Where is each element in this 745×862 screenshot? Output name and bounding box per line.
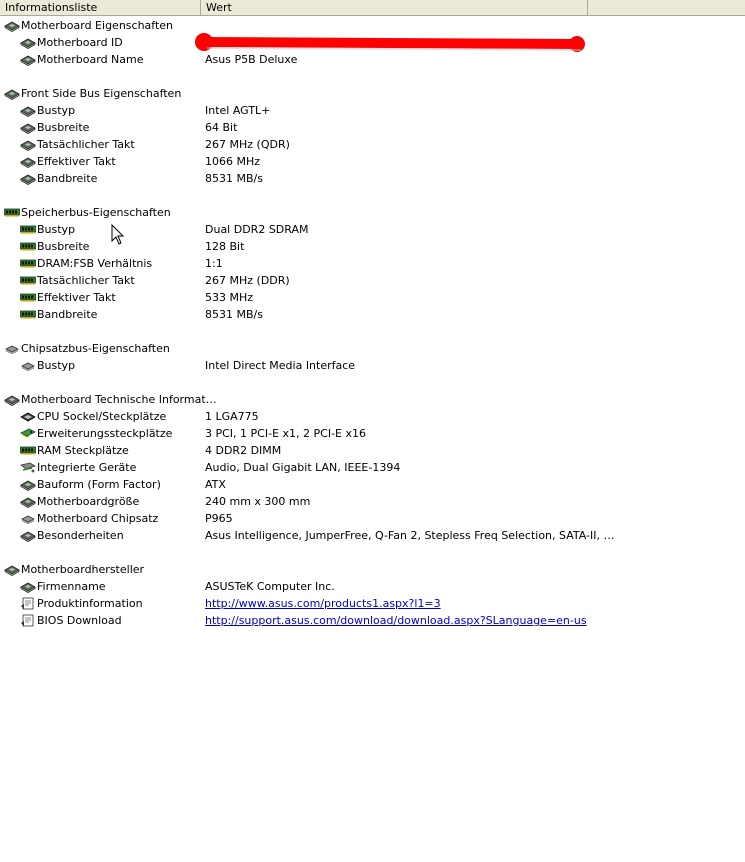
list-item[interactable] xyxy=(0,136,745,153)
item-value: 1 LGA775 xyxy=(205,410,259,423)
motherboard-icon xyxy=(20,53,36,66)
ram-icon xyxy=(20,444,36,457)
group-title: Motherboardhersteller xyxy=(21,563,145,576)
group-header[interactable] xyxy=(0,85,745,102)
list-item[interactable] xyxy=(0,442,745,459)
item-value: 8531 MB/s xyxy=(205,308,263,321)
list-item[interactable] xyxy=(0,306,745,323)
web-page-icon xyxy=(20,597,36,610)
motherboard-icon xyxy=(20,580,36,593)
item-value: Intel Direct Media Interface xyxy=(205,359,356,372)
list-item[interactable] xyxy=(0,170,745,187)
item-value: 128 Bit xyxy=(205,240,245,253)
motherboard-icon xyxy=(20,529,36,542)
item-value: Asus Intelligence, JumperFree, Q-Fan 2, Stepless Freq Selection, SATA-II, … xyxy=(205,529,615,542)
group-title: Motherboard Technische Informat… xyxy=(21,393,217,406)
chip-icon xyxy=(20,359,36,372)
item-label: Tatsächlicher Takt xyxy=(37,138,135,151)
column-header-info[interactable]: Informationsliste xyxy=(0,0,201,16)
list-item[interactable] xyxy=(0,153,745,170)
group-title: Front Side Bus Eigenschaften xyxy=(21,87,182,100)
list-item[interactable] xyxy=(0,408,745,425)
web-page-icon xyxy=(20,614,36,627)
ram-icon xyxy=(20,308,36,321)
list-item[interactable] xyxy=(0,102,745,119)
item-label: CPU Sockel/Steckplätze xyxy=(37,410,167,423)
group-header[interactable] xyxy=(0,391,745,408)
list-item[interactable] xyxy=(0,578,745,595)
item-label: Integrierte Geräte xyxy=(37,461,137,474)
list-item[interactable] xyxy=(0,34,745,51)
item-value: Asus P5B Deluxe xyxy=(205,53,298,66)
item-label: Tatsächlicher Takt xyxy=(37,274,135,287)
group-spacer xyxy=(0,187,745,204)
chip-icon xyxy=(20,512,36,525)
group-spacer xyxy=(0,323,745,340)
list-item[interactable] xyxy=(0,510,745,527)
group-header[interactable] xyxy=(0,17,745,34)
motherboard-icon xyxy=(20,104,36,117)
item-label: Motherboardgröße xyxy=(37,495,140,508)
motherboard-icon xyxy=(20,138,36,151)
info-list xyxy=(0,17,745,629)
group-title: Chipsatzbus-Eigenschaften xyxy=(21,342,170,355)
ram-icon xyxy=(4,206,20,219)
motherboard-icon xyxy=(20,155,36,168)
list-item[interactable] xyxy=(0,595,745,612)
list-item[interactable] xyxy=(0,357,745,374)
item-value: P965 xyxy=(205,512,233,525)
list-item[interactable] xyxy=(0,476,745,493)
item-value-link[interactable]: http://www.asus.com/products1.aspx?l1=3 xyxy=(205,597,441,610)
item-value: ASUSTeK Computer Inc. xyxy=(205,580,335,593)
list-item[interactable] xyxy=(0,493,745,510)
devices-icon xyxy=(20,461,36,474)
list-item[interactable] xyxy=(0,527,745,544)
column-header-value[interactable]: Wert xyxy=(201,0,588,16)
item-value: 240 mm x 300 mm xyxy=(205,495,311,508)
item-value: 8531 MB/s xyxy=(205,172,263,185)
item-label: Busbreite xyxy=(37,121,90,134)
item-label: Bustyp xyxy=(37,223,76,236)
item-label: DRAM:FSB Verhältnis xyxy=(37,257,153,270)
expansion-card-icon xyxy=(20,427,36,440)
list-item[interactable] xyxy=(0,612,745,629)
item-label: Erweiterungssteckplätze xyxy=(37,427,173,440)
motherboard-icon xyxy=(4,87,20,100)
item-label: BIOS Download xyxy=(37,614,122,627)
column-header-empty[interactable] xyxy=(588,0,745,16)
item-label: Busbreite xyxy=(37,240,90,253)
ram-icon xyxy=(20,291,36,304)
item-label: Bustyp xyxy=(37,104,76,117)
item-label: Effektiver Takt xyxy=(37,291,116,304)
item-label: Motherboard Chipsatz xyxy=(37,512,159,525)
group-header[interactable] xyxy=(0,204,745,221)
motherboard-icon xyxy=(20,478,36,491)
item-label: Bauform (Form Factor) xyxy=(37,478,161,491)
list-item[interactable] xyxy=(0,51,745,68)
group-header[interactable] xyxy=(0,561,745,578)
item-value: 1:1 xyxy=(205,257,223,270)
list-item[interactable] xyxy=(0,255,745,272)
list-header xyxy=(0,0,745,16)
group-spacer xyxy=(0,374,745,391)
item-value: 267 MHz (QDR) xyxy=(205,138,290,151)
list-item[interactable] xyxy=(0,119,745,136)
item-value: Intel AGTL+ xyxy=(205,104,271,117)
item-value: ATX xyxy=(205,478,226,491)
item-value: 533 MHz xyxy=(205,291,254,304)
item-value: 4 DDR2 DIMM xyxy=(205,444,282,457)
item-value-link[interactable]: http://support.asus.com/download/download.aspx?SLanguage=en-us xyxy=(205,614,587,627)
mouse-cursor-icon xyxy=(111,224,125,246)
item-label: Motherboard Name xyxy=(37,53,144,66)
ram-icon xyxy=(20,257,36,270)
item-label: Besonderheiten xyxy=(37,529,124,542)
ram-icon xyxy=(20,240,36,253)
item-value: 267 MHz (DDR) xyxy=(205,274,290,287)
motherboard-icon xyxy=(20,36,36,49)
group-title: Speicherbus-Eigenschaften xyxy=(21,206,171,219)
item-label: Produktinformation xyxy=(37,597,143,610)
motherboard-icon xyxy=(4,19,20,32)
group-title: Motherboard Eigenschaften xyxy=(21,19,174,32)
list-item[interactable] xyxy=(0,272,745,289)
motherboard-icon xyxy=(4,563,20,576)
motherboard-icon xyxy=(20,121,36,134)
item-label: Motherboard ID xyxy=(37,36,123,49)
item-label: RAM Steckplätze xyxy=(37,444,129,457)
item-label: Bandbreite xyxy=(37,308,98,321)
list-item[interactable] xyxy=(0,459,745,476)
group-spacer xyxy=(0,68,745,85)
item-label: Bandbreite xyxy=(37,172,98,185)
chip-icon xyxy=(4,342,20,355)
motherboard-icon xyxy=(20,495,36,508)
item-value: 3 PCI, 1 PCI-E x1, 2 PCI-E x16 xyxy=(205,427,366,440)
motherboard-icon xyxy=(20,172,36,185)
item-label: Bustyp xyxy=(37,359,76,372)
item-value: 64 Bit xyxy=(205,121,238,134)
list-item[interactable] xyxy=(0,425,745,442)
item-value: Dual DDR2 SDRAM xyxy=(205,223,309,236)
ram-icon xyxy=(20,274,36,287)
cpu-icon xyxy=(20,410,36,423)
list-item[interactable] xyxy=(0,289,745,306)
motherboard-icon xyxy=(4,393,20,406)
group-spacer xyxy=(0,544,745,561)
item-value: Audio, Dual Gigabit LAN, IEEE-1394 xyxy=(205,461,401,474)
ram-icon xyxy=(20,223,36,236)
item-label: Effektiver Takt xyxy=(37,155,116,168)
group-header[interactable] xyxy=(0,340,745,357)
item-value: 1066 MHz xyxy=(205,155,261,168)
item-label: Firmenname xyxy=(37,580,106,593)
